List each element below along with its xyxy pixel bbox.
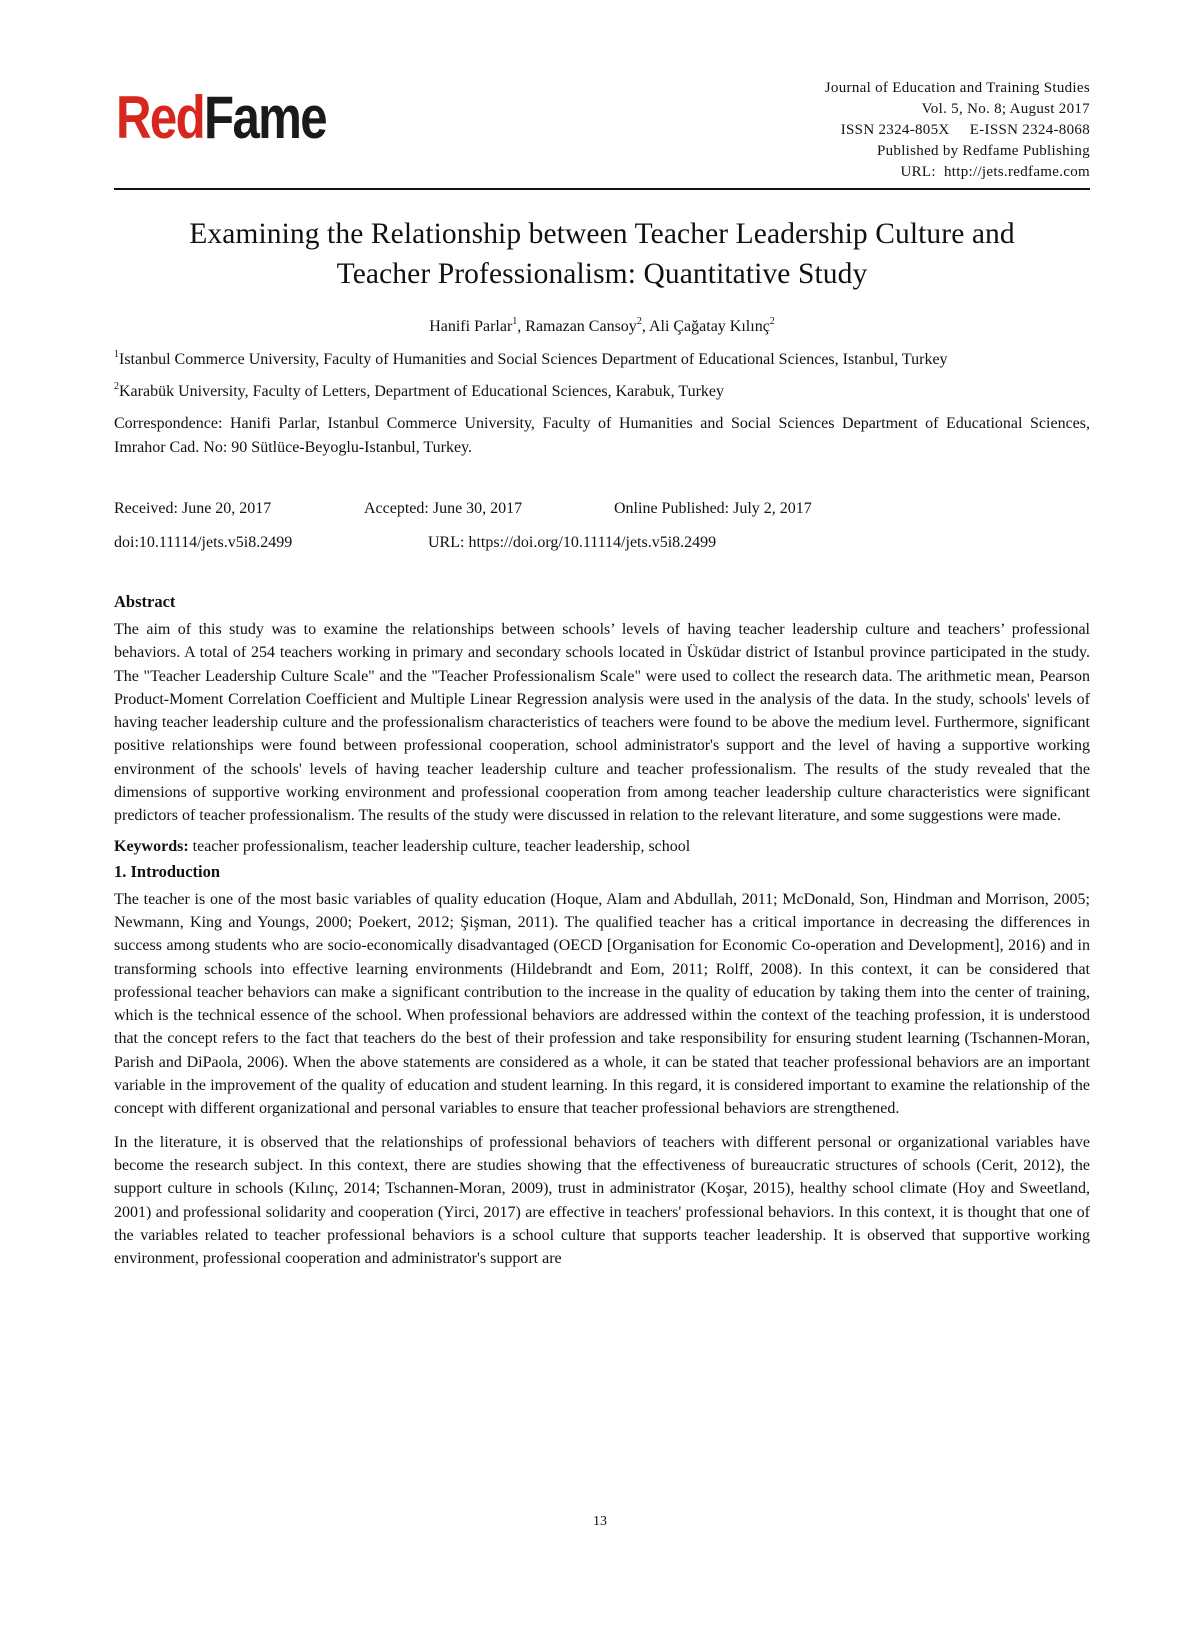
introduction-paragraph-2: In the literature, it is observed that the relationships of professional behaviors of teachers with different personal or organizational variables have become the research subject. In this context, there are studies showing that the effectiveness of bureaucratic structures of schools (Cerit, 2012), the support culture in schools (Kılınç, 2014; Tschannen-Moran, 2009), trust in administrator (Koşar, 2015), healthy school climate (Hoy and Sweetland, 2001) and professional solidarity and cooperation (Yirci, 2017) are effective in teachers' professional behaviors. In this context, it is thought that one of the variables related to teacher professional behaviors is a school culture that supports teacher leadership. It is observed that supportive working environment, professional cooperation and administrator's support are — [114, 1133, 1090, 1268]
journal-name: Journal of Education and Training Studies — [824, 80, 1090, 96]
article-page — [114, 70, 1090, 1270]
affiliation-2: $^2$Karabük University, Faculty of Letters, Department of Educational Sciences, Karabuk, Turkey — [114, 381, 725, 400]
received-date: Received: June 20, 2017 — [114, 500, 272, 517]
journal-publisher: Published by Redfame Publishing — [876, 143, 1090, 159]
journal-url-link[interactable]: http://jets.redfame.com — [943, 164, 1090, 180]
accepted-date: Accepted: June 30, 2017 — [364, 500, 523, 517]
doi[interactable]: doi:10.11114/jets.v5i8.2499 — [114, 534, 293, 551]
author-list: Hanifi Parlar$^1$, Ramazan Cansoy$^2$, Ali Çağatay Kılınç$^2$ — [429, 316, 775, 335]
redfame-logo: RedFame — [116, 84, 327, 151]
doi-url[interactable]: URL: https://doi.org/10.11114/jets.v5i8.2499 — [428, 534, 717, 551]
affiliation-1: $^1$Istanbul Commerce University, Faculty of Humanities and Social Sciences Department of Educational Sciences, Istanbul, Turkey — [114, 349, 948, 368]
article-title: Examining the Relationship between Teacher Leadership Culture and Teacher Professionalism: Quantitative Study — [189, 218, 1015, 290]
correspondence: Correspondence: Hanifi Parlar, Istanbul Commerce University, Faculty of Humanities and Social Sciences Department of Educational Sciences, Imrahor Cad. No: 90 Sütlüce-Beyoglu-Istanbul, Turkey. — [114, 415, 1090, 456]
keywords: Keywords: teacher professionalism, teacher leadership culture, teacher leadership, school — [114, 837, 691, 855]
journal-volume: Vol. 5, No. 8; August 2017 — [921, 101, 1090, 117]
journal-url: URL: http://jets.redfame.com — [900, 164, 1090, 180]
introduction-heading: 1. Introduction — [114, 861, 221, 881]
abstract-heading: Abstract — [114, 592, 176, 611]
journal-header — [114, 70, 1090, 190]
doi-row — [114, 534, 1090, 558]
introduction-paragraph-1: The teacher is one of the most basic variables of quality education (Hoque, Alam and Abdullah, 2011; McDonald, Son, Hindman and Morrison, 2005; Newmann, King and Youngs, 2000; Poekert, 2012; Şişman, 2011). The qualified teacher has a critical importance in decreasing the differences in success among students who are socio-economically disadvantaged (OECD [Organisation for Economic Co-operation and Development], 2016) and in transforming schools into effective learning environments (Hildebrandt and Eom, 2011; Rolff, 2008). In this context, it can be considered that professional teacher behaviors can make a significant contribution to the increase in the quality of education by taking them into the center of training, which is the technical essence of the school. When professional behaviors are addressed within the context of the teaching profession, it is understood that the concept refers to the fact that teachers do the best of their profession and take responsibility for ensuring student learning (Tschannen-Moran, Parish and DiPaola, 2006). When the above statements are considered as a whole, it can be stated that teacher professional behaviors are an important variable in the improvement of the quality of education and student learning. In this regard, it is considered important to examine the relationship of the concept with different organizational and personal variables to ensure that teacher professional behaviors are strengthened. — [114, 890, 1090, 1118]
page-number: 13 — [593, 1514, 607, 1529]
journal-info — [825, 78, 1090, 183]
journal-issn: ISSN 2324-805X E-ISSN 2324-8068 — [840, 122, 1090, 138]
publication-dates — [114, 500, 1090, 524]
published-date: Online Published: July 2, 2017 — [614, 500, 812, 517]
abstract-text: The aim of this study was to examine the relationships between schools’ levels of having teacher leadership culture and teachers’ professional behaviors. A total of 254 teachers working in primary and secondary schools located in Üsküdar district of Istanbul province participated in the study. The "Teacher Leadership Culture Scale" and the "Teacher Professionalism Scale" were used to collect the research data. The arithmetic mean, Pearson Product-Moment Correlation Coefficient and Multiple Linear Regression analysis were used in the analysis of the data. In the study, schools' levels of having teacher leadership culture and the professionalism characteristics of teachers were found to be above the medium level. Furthermore, significant positive relationships were found between professional cooperation, school administrator's support and the level of having a supportive working environment of the schools' levels of having teacher leadership culture and teacher professionalism. The results of the study revealed that the dimensions of supportive working environment and professional cooperation from among teacher leadership culture characteristics were significant predictors of teacher professionalism. The results of the study were discussed in relation to the relevant literature, and some suggestions were made. — [114, 621, 1090, 825]
